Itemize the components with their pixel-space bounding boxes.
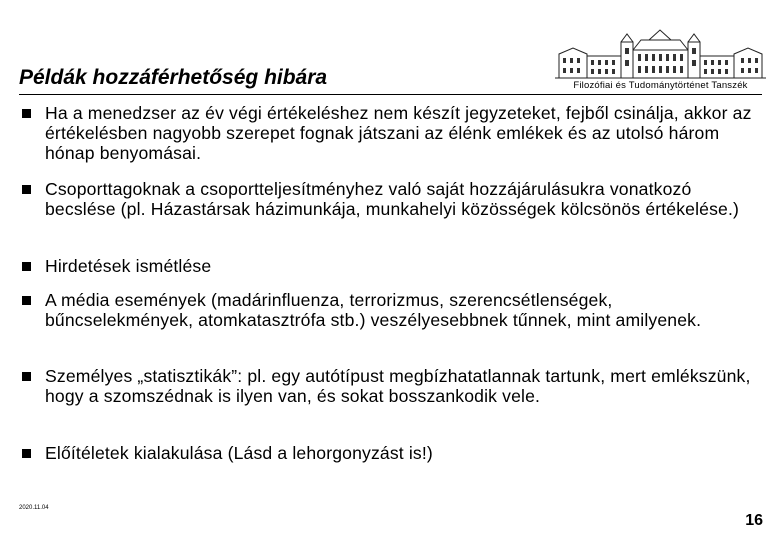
bullet-text: Ha a menedzser az év végi értékeléshez nem készít jegyzeteket, fejből csinálja, akkor az értékelésben nagyobb szerepet fognak játszani az élénk emlékek és az utolsó három hónap benyomásai.: [45, 103, 752, 163]
bullet-item: [19, 290, 764, 330]
bullet-item: [19, 179, 764, 219]
title-divider: [19, 94, 762, 95]
bullet-item: [19, 256, 764, 276]
square-bullet-icon: [22, 185, 31, 194]
university-building-logo: [553, 28, 768, 90]
square-bullet-icon: [22, 449, 31, 458]
square-bullet-icon: [22, 296, 31, 305]
page-number: 16: [745, 512, 763, 529]
square-bullet-icon: [22, 372, 31, 381]
square-bullet-icon: [22, 109, 31, 118]
bullet-text: A média események (madárinfluenza, terrorizmus, szerencsétlenségek, bűncselekmények, atomkatasztrófa stb.) veszélyesebbnek tűnnek, mint amilyenek.: [45, 290, 702, 330]
bullet-text: Előítéletek kialakulása (Lásd a lehorgonyzást is!): [45, 443, 433, 463]
bullet-text: Csoporttagoknak a csoportteljesítményhez való saját hozzájárulásukra vonatkozó becslése (pl. Házastársak házimunkája, munkahelyi közösségek kölcsönös értékelése.): [45, 179, 740, 219]
slide-title: Példák hozzáférhetőség hibára: [19, 66, 328, 89]
logo-caption: Filozófiai és Tudománytörténet Tanszék: [573, 80, 748, 91]
bullet-text: Hirdetések ismétlése: [45, 256, 212, 276]
building-illustration: [553, 28, 768, 80]
square-bullet-icon: [22, 262, 31, 271]
bullet-item: [19, 103, 764, 163]
slide-date: 2020.11.04: [19, 505, 49, 511]
bullet-item: [19, 366, 764, 406]
bullet-item: [19, 443, 764, 463]
bullet-text: Személyes „statisztikák”: pl. egy autótípust megbízhatatlannak tartunk, mert emlékszünk, hogy a szomszédnak is ilyen van, és sokat bosszankodik vele.: [45, 366, 751, 406]
